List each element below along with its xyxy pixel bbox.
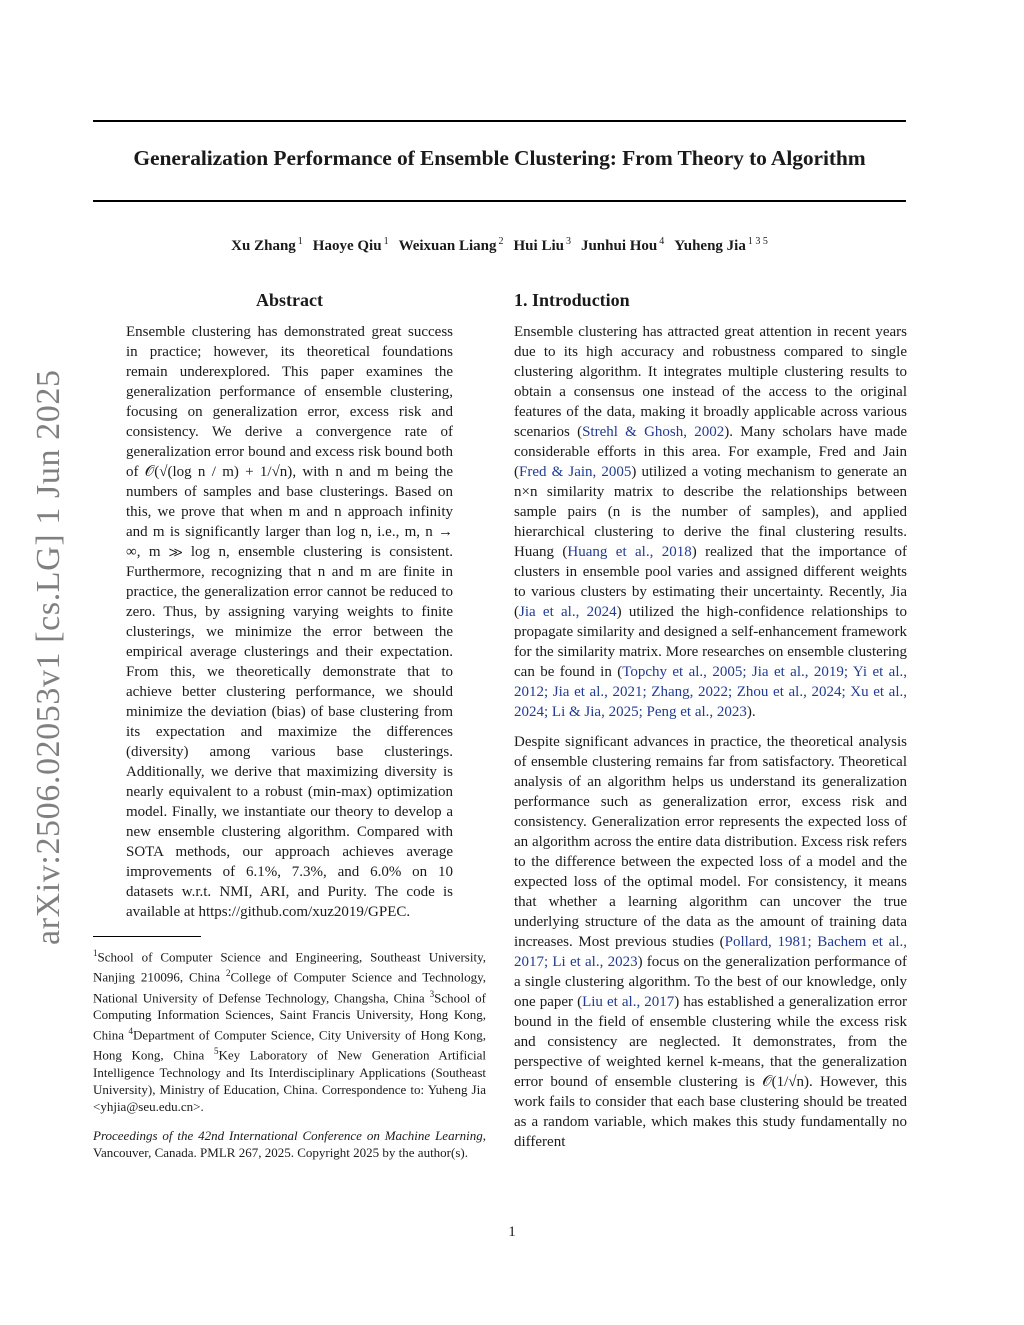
citation-link[interactable]: Fred & Jain, 2005	[519, 464, 632, 480]
footnote-marker: 5	[213, 1046, 219, 1057]
affiliation-5: Key Laboratory of New Generation Artificial Intelligence Technology and Its Interdisciplinary Applications (Southeast University), Ministry of Education, China. Correspondence to: Yuheng Jia <yhjia@seu.edu.cn>.	[93, 1047, 486, 1114]
introduction-heading: 1. Introduction	[514, 290, 630, 310]
paragraph-text: Despite significant advances in practice, the theoretical analysis of ensemble clustering remains far from satisfactory. Theoretical analysis of an algorithm helps us understand its generalization performance such as generalization error, excess risk and consistency. Generalization error represents the expected loss of an algorithm across the entire data distribution. Excess risk refers to the difference between the expected loss of a model and the expected loss of the optimal model. For consistency, it means that whether a learning algorithm can uncover the true underlying structure of the data as the amount of training data increases. Most previous studies (	[514, 734, 907, 950]
author-affiliation-marker: 1	[297, 236, 303, 247]
abstract-text-part-2: , with n and m being the numbers of samples and base clusterings. Based on this, we prove that when m and n approach infinity and m is significantly larger than log n, i.e., m, n → ∞, m ≫ log n, ensemble clustering is consistent. Furthermore, recognizing that n and m are finite in practice, the generalization error cannot be reduced to zero. Thus, by assigning varying weights to finite clusterings, we minimize the error between the empirical average clusterings and their expectation. From this, we theoretically demonstrate that to achieve better clustering performance, we should minimize the deviation (bias) of base clustering from its expectation and maximize the differences (diversity) among various base clusterings. Additionally, we derive that maximizing diversity is nearly equivalent to a robust (min-max) optimization model. Finally, we instantiate our theory to develop a new ensemble clustering algorithm. Compared with SOTA methods, our approach achieves average improvements of 6.1%, 7.3%, and 6.0% on 10 datasets w.r.t. NMI, ARI, and Purity. The code is available at https://github.com/xuz2019/GPEC.	[126, 464, 453, 920]
author-name: Xu Zhang	[231, 238, 296, 254]
author-affiliation-marker: 1	[383, 236, 389, 247]
abstract-text-part-1: Ensemble clustering has demonstrated great success in practice; however, its theoretical foundations remain underexplored. This paper examines the generalization performance of ensemble clustering, focusing on generalization error, excess risk and consistency. We derive a convergence rate of generalization error bound and excess risk bound both of	[126, 324, 453, 480]
citation-link[interactable]: Liu et al., 2017	[582, 994, 675, 1010]
author-affiliation-marker: 1 3 5	[747, 236, 768, 247]
author-5	[581, 238, 664, 254]
paragraph-text: ).	[746, 704, 756, 720]
paper-title: Generalization Performance of Ensemble Clustering: From Theory to Algorithm	[133, 146, 866, 170]
proceedings-venue: Proceedings of the 42nd International Conference on Machine Learning	[93, 1127, 483, 1143]
paragraph-text: ) utilized the high-confidence relationships to propagate similarity and designed a self-enhancement framework for the similarity matrix. More researches on ensemble clustering can be found in (	[514, 604, 907, 680]
page-number: 1	[508, 1224, 516, 1240]
paragraph-text: ) focus on the generalization performance of a single clustering algorithm. To the best of our knowledge, only one paper (	[514, 954, 907, 1010]
footnote-marker: 3	[429, 988, 435, 999]
paragraph-text: ) realized that the importance of clusters in ensemble pool varies and assigned different weights to various clusters by estimating their uncertainty. Recently, Jia (	[514, 544, 907, 620]
citation-link[interactable]: Jia et al., 2024	[519, 604, 617, 620]
author-name: Hui Liu	[513, 238, 564, 254]
author-name: Weixuan Liang	[398, 238, 497, 254]
author-name: Haoye Qiu	[312, 238, 382, 254]
title-top-rule	[93, 120, 906, 122]
author-6	[674, 238, 768, 254]
paragraph-text: ). Many scholars have made considerable efforts in this area. For example, Fred and Jain (	[514, 424, 908, 480]
affiliations-footnote	[93, 945, 486, 1115]
footnote-marker: 2	[226, 968, 231, 979]
author-list	[93, 236, 906, 255]
arxiv-identifier-stamp[interactable]: arXiv:2506.02053v1 [cs.LG] 1 Jun 2025	[30, 369, 67, 945]
intro-paragraph-1	[514, 322, 907, 722]
title-bottom-rule	[93, 200, 906, 202]
citation-link[interactable]: Topchy et al., 2005; Jia et al., 2019; Yi et al., 2012; Jia et al., 2021; Zhang, 2022; Zhou et al., 2024; Xu et al., 2024; Li & Jia, 2025; Peng et al., 2023	[514, 664, 907, 720]
abstract-heading: Abstract	[256, 290, 323, 310]
citation-link[interactable]: Huang et al., 2018	[567, 544, 692, 560]
abstract-text	[126, 322, 453, 922]
author-4	[514, 238, 571, 254]
paragraph-text: ) utilized a voting mechanism to generate an n×n similarity matrix to describe the relationships between sample pairs (n is the number of samples), and applied hierarchical clustering to derive the final clustering results. Huang (	[514, 464, 908, 560]
paragraph-text: Ensemble clustering has attracted great attention in recent years due to its high accuracy and robustness compared to single clustering algorithm. It integrates multiple clustering results to obtain a consensus one instead of the access to the original features of the data, making it broadly applicable across various scenarios (	[514, 324, 907, 440]
author-2	[313, 238, 389, 254]
paragraph-text: ) has established a generalization error bound in the field of ensemble clustering while the excess risk and consistency are neglected. It demonstrates, from the perspective of weighted kernel k-means, that the generalization error bound of ensemble clustering is 𝒪(1/√n). However, this work fails to consider that each base clustering should be treated as a random variable, which makes this study fundamentally no different	[514, 994, 907, 1150]
proceedings-note	[93, 1127, 486, 1161]
footnote-marker: 1	[93, 948, 98, 958]
right-column	[514, 290, 907, 1162]
author-1	[231, 238, 303, 254]
author-name: Yuheng Jia	[674, 238, 746, 254]
convergence-bound-formula: 𝒪(√(log n / m) + 1/√n)	[144, 464, 293, 480]
citation-link[interactable]: Pollard, 1981; Bachem et al., 2017; Li et al., 2023	[514, 934, 907, 970]
author-affiliation-marker: 4	[659, 236, 665, 247]
author-name: Junhui Hou	[580, 238, 658, 254]
intro-paragraph-2	[514, 732, 907, 1152]
affiliation-3: School of Computing Information Sciences, Saint Francis University, Hong Kong, China	[93, 989, 486, 1043]
proceedings-details: , Vancouver, Canada. PMLR 267, 2025. Copyright 2025 by the author(s).	[93, 1127, 486, 1160]
affiliation-2: College of Computer Science and Technology, National University of Defense Technology, Changsha, China	[93, 969, 486, 1005]
footnote-marker: 4	[128, 1025, 134, 1036]
affiliation-1: School of Computer Science and Engineering, Southeast University, Nanjing 210096, China	[93, 949, 486, 985]
footnote-separator	[93, 936, 201, 937]
author-3	[399, 238, 504, 254]
author-affiliation-marker: 3	[565, 236, 571, 247]
citation-link[interactable]: Strehl & Ghosh, 2002	[582, 424, 725, 440]
author-affiliation-marker: 2	[498, 236, 504, 247]
left-column	[93, 290, 486, 1161]
affiliation-4: Department of Computer Science, City University of Hong Kong, Hong Kong, China	[93, 1027, 486, 1063]
